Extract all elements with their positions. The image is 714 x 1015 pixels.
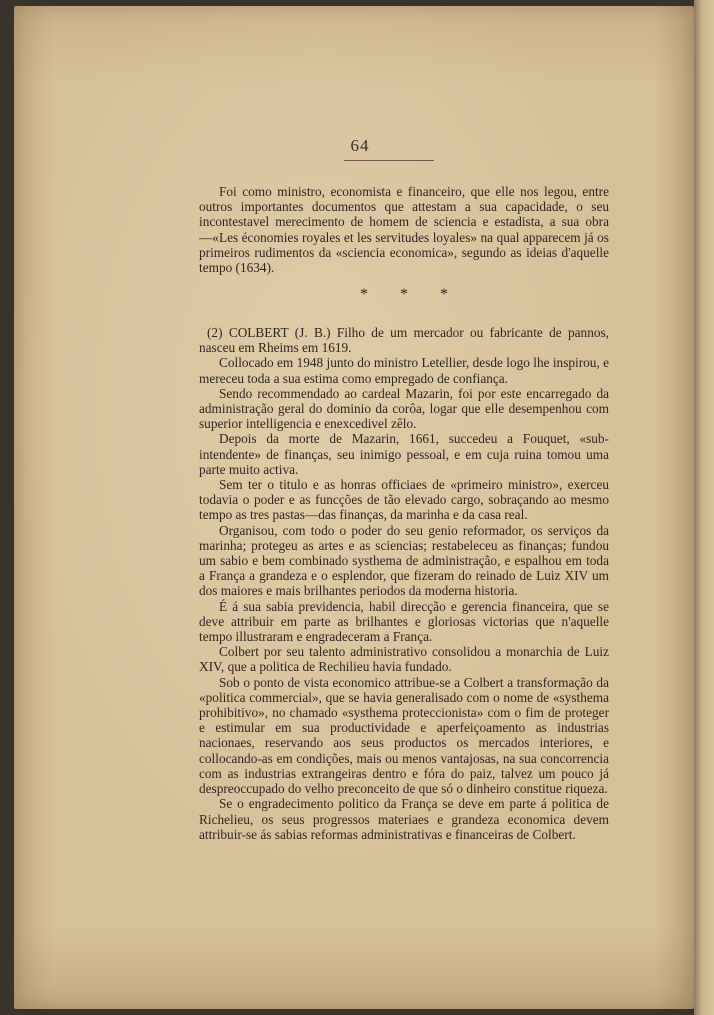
- footnote-paragraph-4: Depois da morte de Mazarin, 1661, succedeu a Fouquet, «sub-intendente» de finanças, seu inimigo pessoal, e em cuja ruina tomou uma parte muito activa.: [199, 431, 609, 477]
- footnote-paragraph-1: (2) COLBERT (J. B.) Filho de um mercador ou fabricante de pannos, nasceu em Rheims em 1619.: [199, 325, 609, 356]
- adjacent-page-edge: [694, 0, 714, 1015]
- footnote-paragraph-2: Collocado em 1948 junto do ministro Letellier, desde logo lhe inspirou, e mereceu toda a sua estima como empregado de confiança.: [199, 355, 609, 386]
- footnote-paragraph-8: Colbert por seu talento administrativo consolidou a monarchia de Luiz XIV, que a politica de Rechilieu havia fundado.: [199, 644, 609, 675]
- page-number: 64: [350, 136, 370, 155]
- section-separator: * * *: [360, 286, 462, 303]
- continued-paragraph: Foi como ministro, economista e financeiro, que elle nos legou, entre outros importantes documentos que attestam a sua capacidade, o seu incontestavel merecimento de homem de sciencia e estadista, a sua obra—«Les économies royales et les servitudes loyales» na qual apparecem já os primeiros rudimentos da «sciencia economica», segundo as ideias d'aquelle tempo (1634).: [199, 184, 609, 276]
- footnote-paragraph-9: Sob o ponto de vista economico attribue-se a Colbert a transformação da «politica commercial», que se havia generalisado com o nome de «systhema prohibitivo», no chamado «systhema proteccionista» com o fim de proteger e estimular em sua productividade e aperfeiçoamento as industrias nacionaes, reservando aos seus productos os mercados interiores, e collocando-as em condições, mais ou menos vantajosas, na sua concorrencia com as industrias extrangeiras dentro e fóra do paiz, talvez um pouco já despreoccupado do velho preconceito de que só o dinheiro constitue riqueza.: [199, 674, 609, 797]
- footnote-paragraph-5: Sem ter o titulo e as honras officiaes de «primeiro ministro», exerceu todavia o poder e as funcções de tão elevado cargo, sobraçando ao mesmo tempo as tres pastas—das finanças, da marinha e da casa real.: [199, 477, 609, 523]
- footnote-paragraph-10: Se o engradecimento politico da França se deve em parte á politica de Richelieu, os seus progressos materiaes e grandeza economica devem attribuir-se ás sabias reformas administrativas e financeiras de Colbert.: [199, 796, 609, 842]
- footnote-paragraph-7: É á sua sabia previdencia, habil direcção e gerencia financeira, que se deve attribuir em parte as brilhantes e gloriosas victorias que n'aquelle tempo illustraram e engradeceram a França.: [199, 598, 609, 645]
- header-rule: [344, 160, 434, 161]
- continued-paragraph-block: [199, 184, 609, 275]
- footnote-block: [199, 325, 609, 842]
- footnote-paragraph-6: Organisou, com todo o poder do seu genio reformador, os serviços da marinha; protegeu as artes e as sciencias; restabeleceu as finanças; fundou um sabio e bem combinado systhema de administração, e espalhou em toda a França a grandeza e o esplendor, que fizeram do reinado de Luiz XIV um dos maiores e mais brilhantes periodos da moderna historia.: [199, 522, 609, 599]
- footnote-paragraph-3: Sendo recommendado ao cardeal Mazarin, foi por este encarregado da administração geral do dominio da corôa, logar que elle desempenhou com superior intelligencia e enexcedivel zêlo.: [199, 385, 609, 432]
